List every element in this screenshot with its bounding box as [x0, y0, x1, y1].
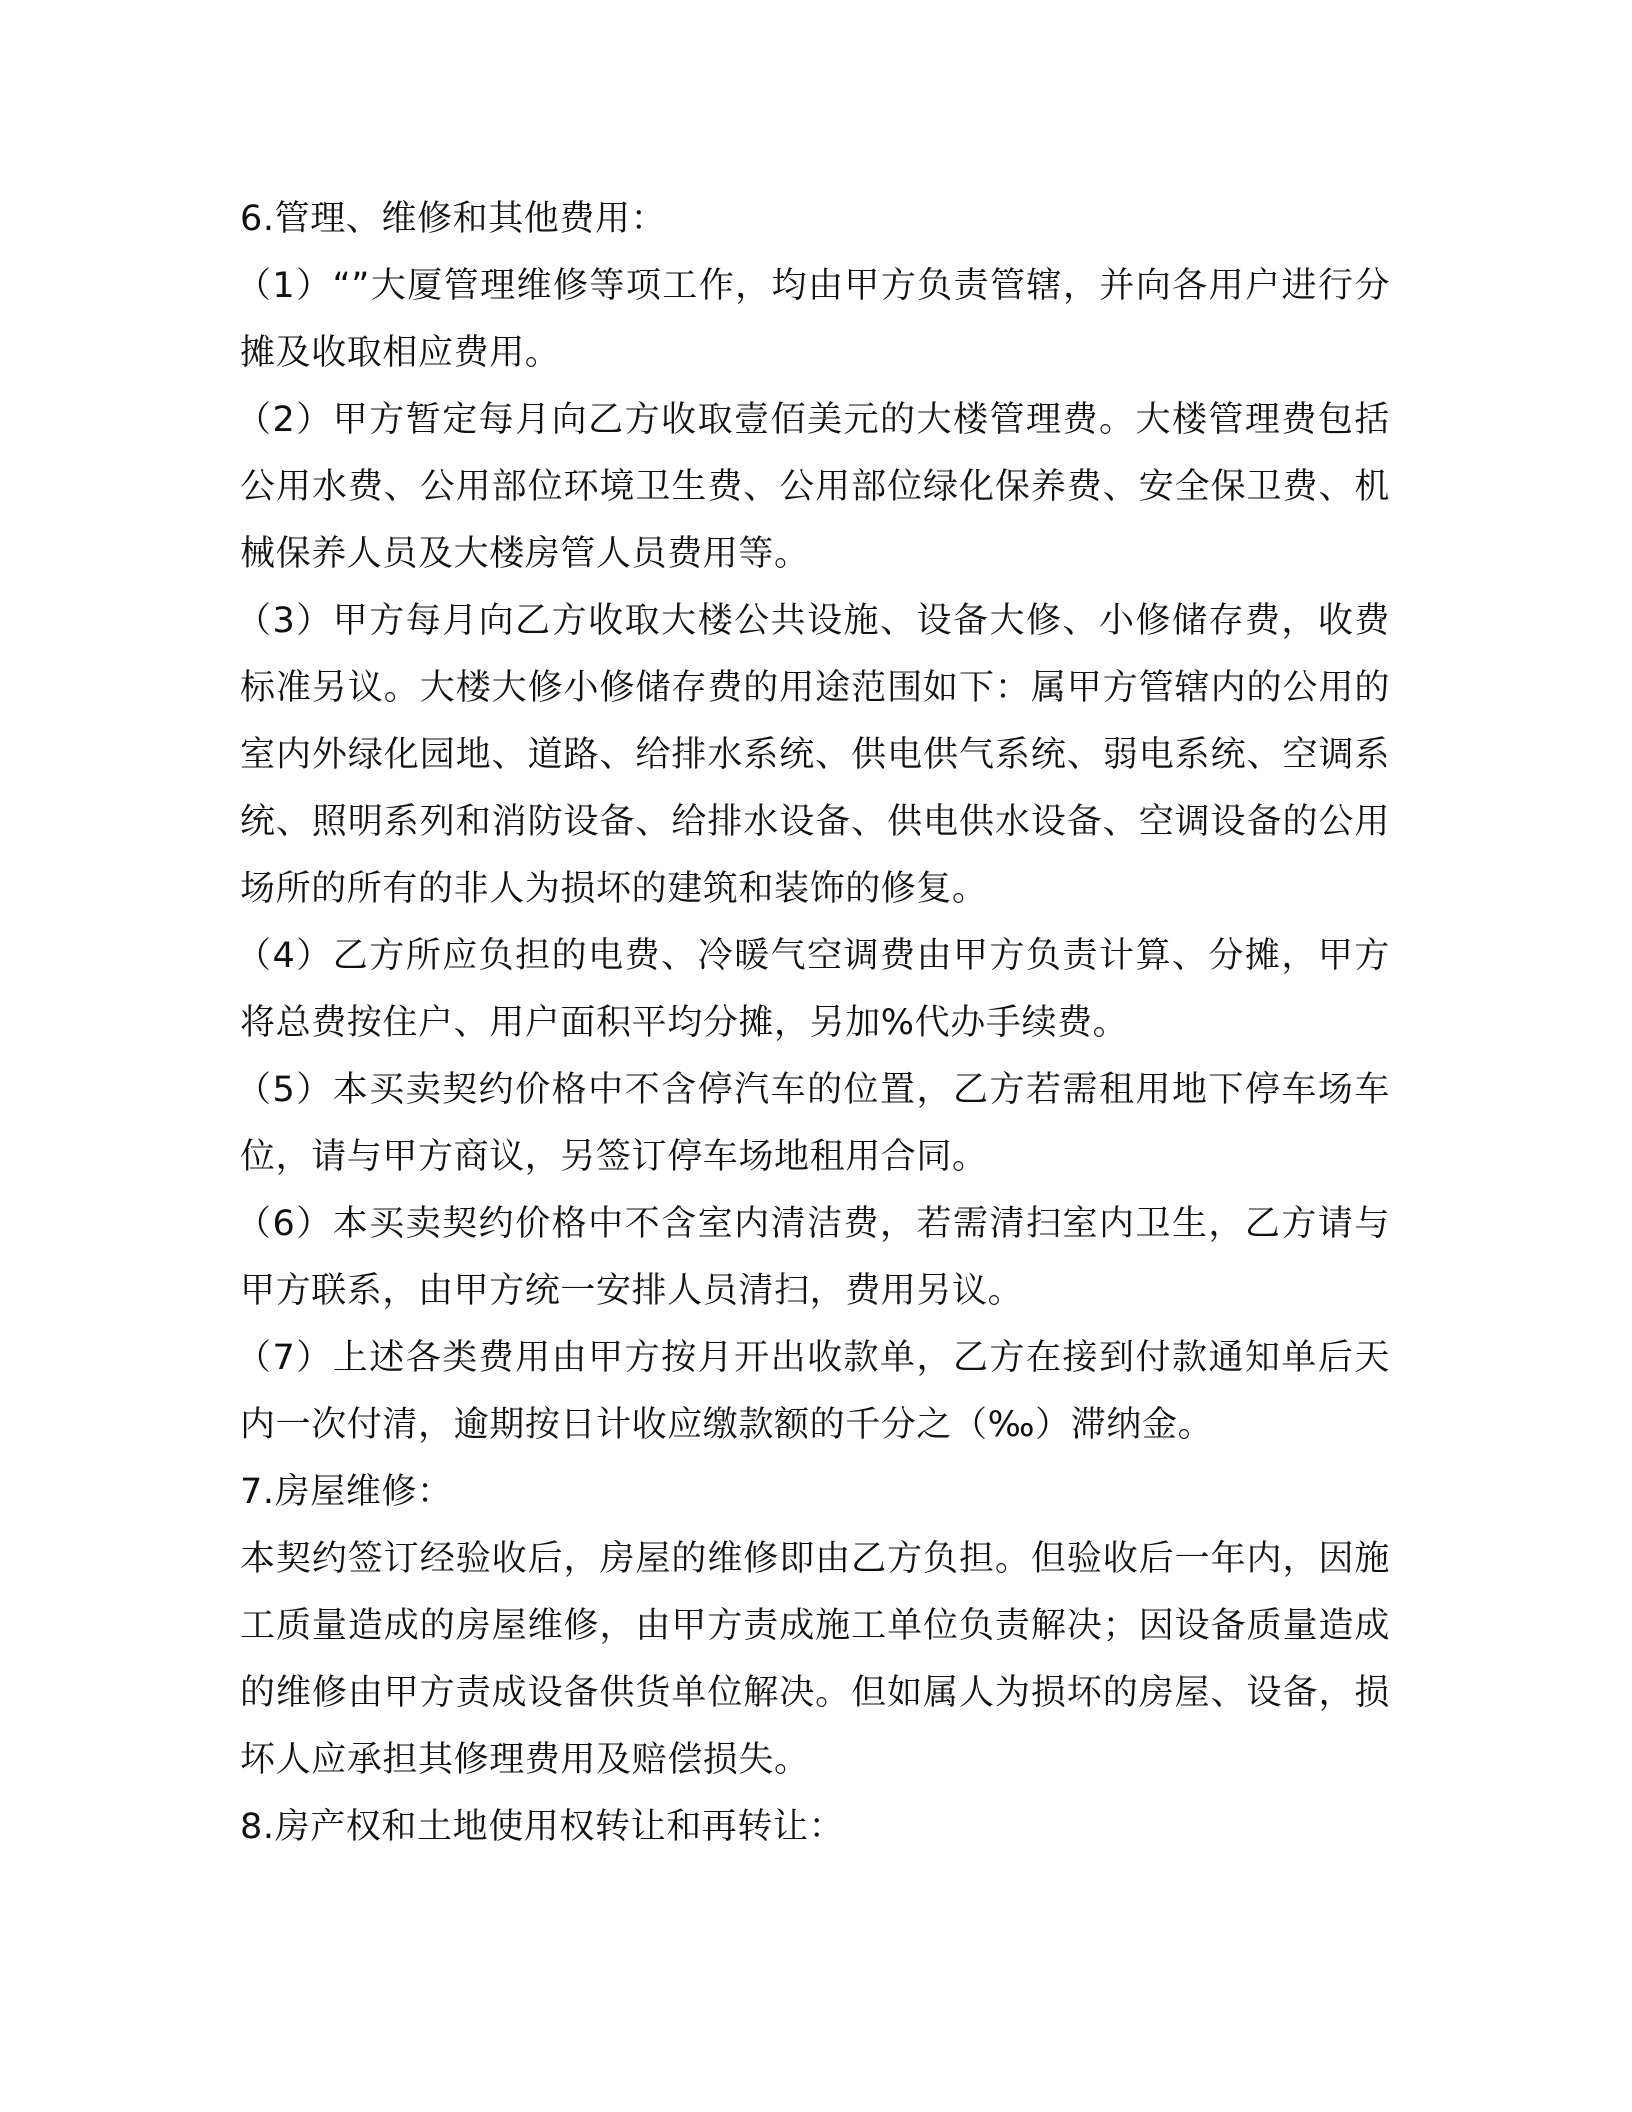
section-6-item-1: （1）“”大厦管理维修等项工作，均由甲方负责管辖，并向各用户进行分摊及收取相应费用。	[236, 266, 1390, 373]
document-page	[236, 186, 1390, 1861]
section-6-item-6: （6）本买卖契约价格中不含室内清洁费，若需清扫室内卫生，乙方请与甲方联系，由甲方统一安排人员清扫，费用另议。	[236, 1204, 1390, 1311]
section-6-item-2: （2）甲方暂定每月向乙方收取壹佰美元的大楼管理费。大楼管理费包括公用水费、公用部位环境卫生费、公用部位绿化保养费、安全保卫费、机械保养人员及大楼房管人员费用等。	[236, 400, 1390, 574]
section-6-item-5: （5）本买卖契约价格中不含停汽车的位置，乙方若需租用地下停车场车位，请与甲方商议，另签订停车场地租用合同。	[236, 1070, 1390, 1177]
section-7-body: 本契约签订经验收后，房屋的维修即由乙方负担。但验收后一年内，因施工质量造成的房屋维修，由甲方责成施工单位负责解决；因设备质量造成的维修由甲方责成设备供货单位解决。但如属人为损坏的房屋、设备，损坏人应承担其修理费用及赔偿损失。	[240, 1539, 1390, 1780]
section-7-heading: 7.房屋维修：	[240, 1472, 453, 1512]
section-6-item-3: （3）甲方每月向乙方收取大楼公共设施、设备大修、小修储存费，收费标准另议。大楼大修小修储存费的用途范围如下：属甲方管辖内的公用的室内外绿化园地、道路、给排水系统、供电供气系统、弱电系统、空调系统、照明系列和消防设备、给排水设备、供电供水设备、空调设备的公用场所的所有的非人为损坏的建筑和装饰的修复。	[236, 601, 1390, 909]
section-8-heading: 8.房产权和土地使用权转让和再转让：	[240, 1807, 845, 1847]
section-6-item-7: （7）上述各类费用由甲方按月开出收款单，乙方在接到付款通知单后天内一次付清，逾期按日计收应缴款额的千分之（‰）滞纳金。	[236, 1338, 1390, 1445]
section-6-heading: 6.管理、维修和其他费用：	[240, 199, 667, 239]
section-6-item-4: （4）乙方所应负担的电费、冷暖气空调费由甲方负责计算、分摊，甲方将总费按住户、用户面积平均分摊，另加%代办手续费。	[236, 936, 1390, 1043]
